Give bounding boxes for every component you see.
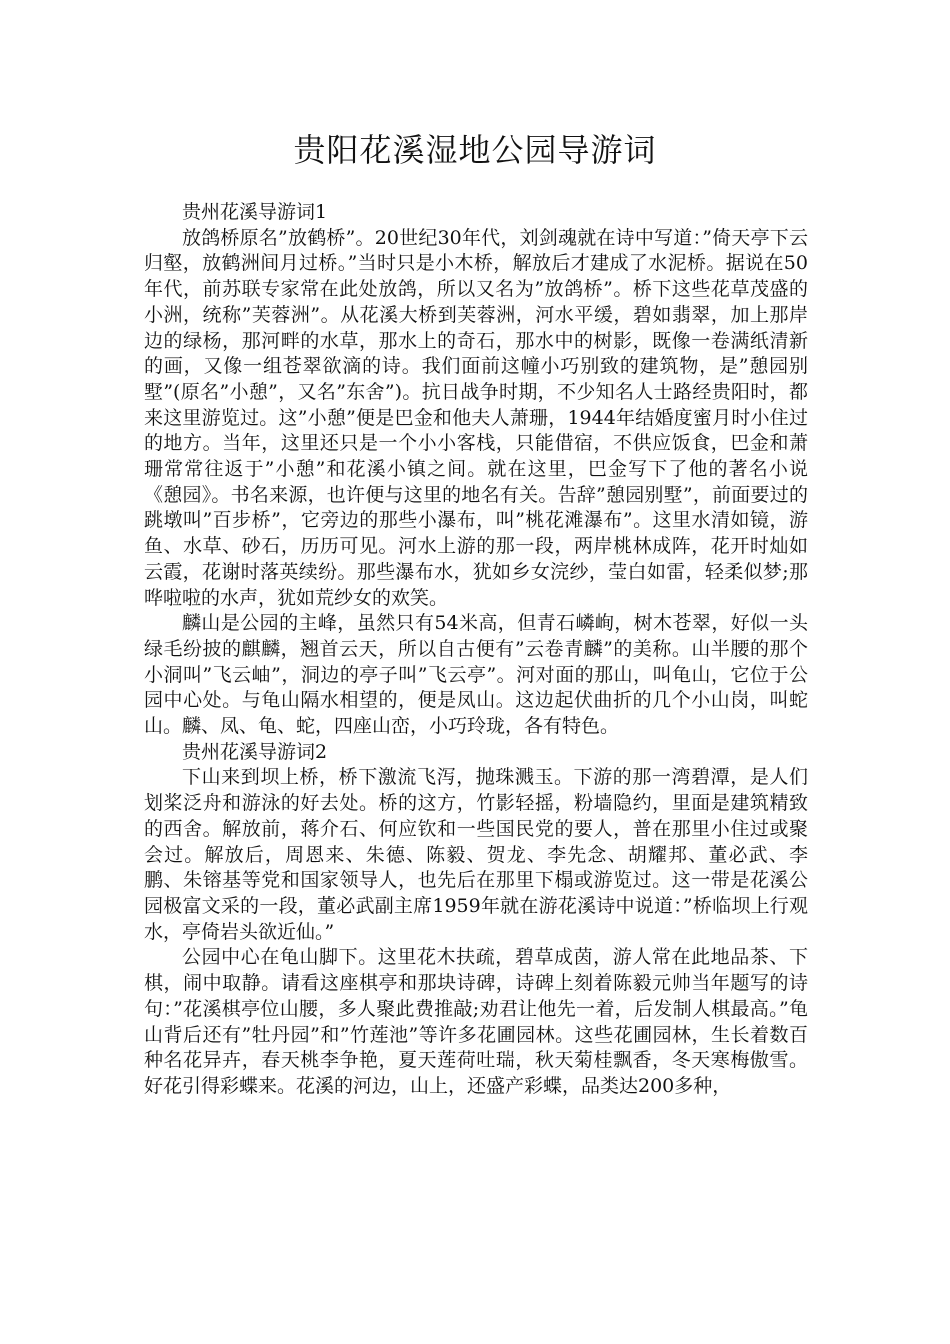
paragraph-linshan: 麟山是公园的主峰，虽然只有54米高，但青石嶙峋，树木苍翠，好似一头绿毛纷披的麒麟，翘首云天，所以自古便有”云卷青麟”的美称。山半腰的那个小洞叫”飞云岫”，洞边的亭子叫”飞云亭”。河对面的那山，叫龟山，它位于公园中心处。与龟山隔水相望的，便是凤山。这边起伏曲折的几个小山岗，叫蛇山。麟、凤、龟、蛇，四座山峦，小巧玲珑，各有特色。 [144,612,808,738]
section-heading-2: 贵州花溪导游词2 [182,740,328,763]
page-title: 贵阳花溪湿地公园导游词 [293,131,657,169]
paragraph-bashangqiao: 下山来到坝上桥，桥下激流飞泻，抛珠溅玉。下游的那一湾碧潭，是人们划桨泛舟和游泳的好去处。桥的这方，竹影轻摇，粉墙隐约，里面是建筑精致的西舍。解放前，蒋介石、何应钦和一些国民党的要人，普在那里小住过或聚会过。解放后，周恩来、朱德、陈毅、贺龙、李先念、胡耀邦、董必武、李鹏、朱镕基等党和国家领导人，也先后在那里下榻或游览过。这一带是花溪公园极富文采的一段，董必武副主席1959年就在游花溪诗中说道：”桥临坝上行观水，亭倚岩头欲近仙。” [144,766,808,943]
paragraph-park-center: 公园中心在龟山脚下。这里花木扶疏，碧草成茵，游人常在此地品茶、下棋，闹中取静。请看这座棋亭和那块诗碑，诗碑上刻着陈毅元帅当年题写的诗句：”花溪棋亭位山腰，多人聚此费推敲;劝君让他先一着，后发制人棋最高。”龟山背后还有”牡丹园”和”竹莲池”等许多花圃园林。这些花圃园林，生长着数百种名花异卉，春天桃李争艳，夏天莲荷吐瑞，秋天菊桂飘香，冬天寒梅傲雪。好花引得彩蝶来。花溪的河边，山上，还盛产彩蝶，品类达200多种， [144,946,808,1097]
section-heading-1: 贵州花溪导游词1 [182,201,328,223]
paragraph-fanggeqiao: 放鸽桥原名”放鹤桥”。20世纪30年代，刘剑魂就在诗中写道：”倚天亭下云归壑，放鹤洲间月过桥。”当时只是小木桥，解放后才建成了水泥桥。据说在50年代，前苏联专家常在此处放鸽，所以又名为”放鸽桥”。桥下这些花草茂盛的小洲，统称”芙蓉洲”。从花溪大桥到芙蓉洲，河水平缓，碧如翡翠，加上那岸边的绿杨，那河畔的水草，那水上的奇石，那水中的树影，既像一卷满纸清新的画，又像一组苍翠欲滴的诗。我们面前这幢小巧别致的建筑物，是”憩园别墅”(原名”小憩”，又名”东舍”)。抗日战争时期，不少知名人士路经贵阳时，都来这里游览过。这”小憩”便是巴金和他夫人萧珊，1944年结婚度蜜月时小住过的地方。当年，这里还只是一个小小客栈，只能借宿，不供应饭食，巴金和萧珊常常往返于”小憩”和花溪小镇之间。就在这里，巴金写下了他的著名小说《憩园》。书名来源，也许便与这里的地名有关。告辞”憩园别墅”，前面要过的跳墩叫”百步桥”，它旁边的那些小瀑布，叫”桃花滩瀑布”。这里水清如镜，游鱼、水草、砂石，历历可见。河水上游的那一段，两岸桃林成阵，花开时灿如云霞，花谢时落英续纷。那些瀑布水，犹如乡女浣纱，莹白如雷，轻柔似梦;那哗啦啦的水声，犹如荒纱女的欢笑。 [144,226,808,609]
document-body [144,200,808,1100]
